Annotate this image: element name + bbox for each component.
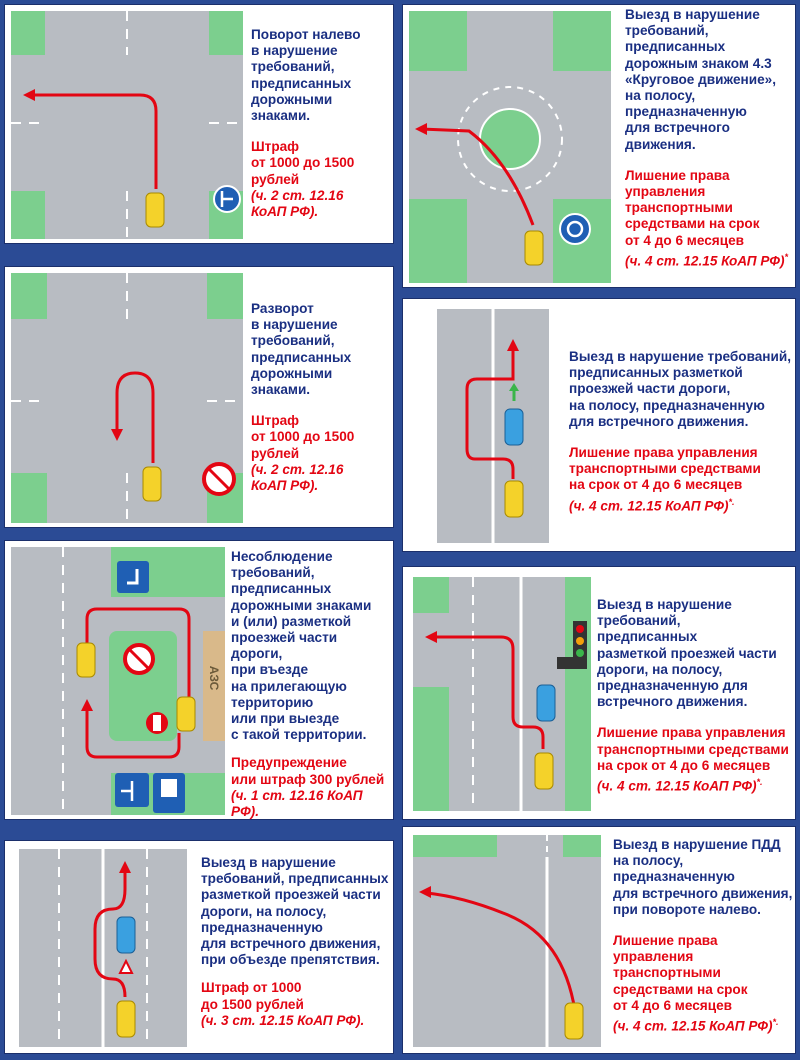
- road-diagram: [431, 309, 555, 543]
- panel-roundabout: [402, 4, 796, 288]
- road-diagram: [11, 273, 243, 523]
- penalty-text: Штраф от 1000 до 1500 рублей: [251, 413, 355, 461]
- road-diagram: [15, 849, 191, 1047]
- penalty-text: Лишение права управления транспортными средствами на срок от 4 до 6 месяцев: [613, 933, 748, 1013]
- law-reference: (ч. 4 ст. 12.15 КоАП РФ)*.: [569, 496, 735, 514]
- road-scene: [431, 309, 555, 543]
- panel-traffic-light-marking: [402, 566, 796, 820]
- violation-description: Выезд в нарушение требований, предписанных разметкой проезжей части дороги, на полосу, предназначенную для встречного движения.: [569, 349, 792, 429]
- penalty-text: Штраф от 1000 до 1500 рублей: [201, 980, 304, 1012]
- law-reference: (ч. 2 ст. 12.16 КоАП РФ).: [251, 187, 344, 220]
- violation-description: Выезд в нарушение требований, предписанных разметкой проезжей части дороги, на полосу, предназначенную для встречного движения.: [597, 597, 777, 710]
- panel-text: [251, 27, 391, 220]
- road-diagram: [413, 577, 591, 811]
- law-reference: (ч. 2 ст. 12.16 КоАП РФ).: [251, 461, 344, 494]
- panel-obstacle-bypass: [4, 840, 394, 1054]
- panel-text: [613, 837, 793, 1035]
- road-scene: [413, 577, 591, 811]
- law-reference: (ч. 1 ст. 12.16 КоАП РФ).: [231, 787, 363, 820]
- law-reference: (ч. 4 ст. 12.15 КоАП РФ)*: [625, 251, 789, 269]
- panel-left-turn-signs: [4, 4, 394, 244]
- penalty-text: Штраф от 1000 до 1500 рублей: [251, 139, 355, 187]
- road-diagram: [413, 835, 601, 1047]
- panel-text: [231, 549, 391, 820]
- penalty-text: Лишение права управления транспортными средствами на срок от 4 до 6 месяцев: [597, 725, 789, 773]
- panel-text: [251, 301, 391, 494]
- penalty-text: Лишение права управления транспортными средствами на срок от 4 до 6 месяцев: [625, 167, 760, 248]
- panel-u-turn-signs: [4, 266, 394, 528]
- violation-description: Разворот в нарушение требований, предписанных дорожными знаками.: [251, 301, 352, 398]
- panel-text: [625, 7, 796, 270]
- gas-station-label: АЗС: [207, 665, 221, 691]
- violation-description: Несоблюдение требований, предписанных дорожными знаками и (или) разметкой проезжей части дороги, при въезде на прилегающую территорию или при выезде с такой территории.: [231, 549, 372, 743]
- violation-description: Выезд в нарушение требований, предписанных разметкой проезжей части дороги, на полосу, предназначенную для встречного движения, при объезде препятствия.: [201, 855, 389, 968]
- violation-description: Выезд в нарушение требований, предписанных дорожным знаком 4.3 «Круговое движение», на полосу, предназначенную для встречного движения.: [625, 7, 776, 152]
- panel-overtake-marking: [402, 298, 796, 552]
- road-diagram: [11, 11, 243, 239]
- road-diagram: [409, 11, 611, 283]
- road-scene: [11, 547, 225, 815]
- law-reference: (ч. 4 ст. 12.15 КоАП РФ)*.: [597, 777, 763, 794]
- law-reference: (ч. 4 ст. 12.15 КоАП РФ)*.: [613, 1017, 779, 1034]
- panel-text: [201, 855, 391, 1029]
- road-scene: [413, 835, 601, 1047]
- penalty-text: Лишение права управления транспортными средствами на срок от 4 до 6 месяцев: [569, 445, 761, 493]
- road-scene: [11, 273, 243, 523]
- road-diagram: [11, 547, 225, 815]
- panel-text: [569, 349, 793, 514]
- road-scene: [15, 849, 191, 1047]
- law-reference: (ч. 3 ст. 12.15 КоАП РФ).: [201, 1012, 365, 1028]
- penalty-text: Предупреждение или штраф 300 рублей: [231, 755, 385, 787]
- panel-adjacent-territory: [4, 540, 394, 820]
- panel-text: [597, 597, 793, 795]
- road-scene: [409, 11, 611, 283]
- panel-left-turn-pdd: [402, 826, 796, 1054]
- road-scene: [11, 11, 243, 239]
- violation-description: Поворот налево в нарушение требований, предписанных дорожными знаками.: [251, 27, 361, 124]
- violation-description: Выезд в нарушение ПДД на полосу, предназначенную для встречного движения, при повороте налево.: [613, 837, 793, 917]
